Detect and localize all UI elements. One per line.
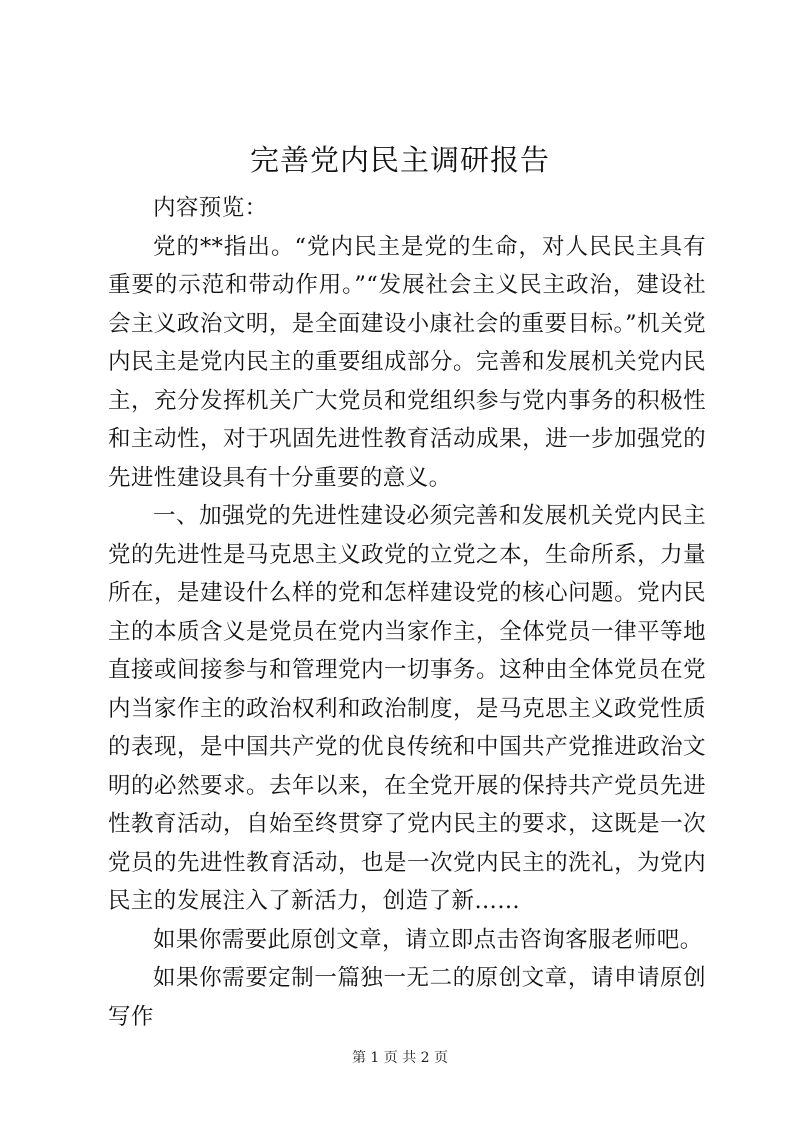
paragraph-preview-label: 内容预览： — [153, 195, 268, 221]
paragraph-consult-cta: 如果你需要此原创文章，请立即点击咨询客服老师吧。 — [153, 926, 703, 953]
paragraph-intro: 党的**指出。“党内民主是党的生命，对人民民主具有重要的示范和带动作用。”“发展社会主义民主政治，建设社会主义政治文明，是全面建设小康社会的重要目标。”机关党内民主是党内民主的重要组成部分。完善和发展机关党内民主，充分发挥机关广大党员和党组织参与党内事务的积极性和主动性，对于巩固先进性教育活动成果，进一步加强党的先进性建设具有十分重要的意义。 — [108, 233, 706, 491]
paragraph-custom-cta: 如果你需要定制一篇独一无二的原创文章，请申请原创写作 — [108, 965, 706, 1030]
page-number-footer: 第 1 页 共 2 页 — [351, 1050, 449, 1066]
paragraph-section-one: 一、加强党的先进性建设必须完善和发展机关党内民主党的先进性是马克思主义政党的立党之本，生命所系，力量所在，是建设什么样的党和怎样建设党的核心问题。党内民主的本质含义是党员在党内当家作主，全体党员一律平等地直接或间接参与和管理党内一切事务。这种由全体党员在党内当家作主的政治权利和政治制度，是马克思主义政党性质的表现，是中国共产党的优良传统和中国共产党推进政治文明的必然要求。去年以来，在全党开展的保持共产党员先进性教育活动，自始至终贯穿了党内民主的要求，这既是一次党员的先进性教育活动，也是一次党内民主的洗礼，为党内民主的发展注入了新活力，创造了新…… — [108, 503, 706, 914]
document-title: 完善党内民主调研报告 — [249, 143, 550, 177]
document-body — [108, 189, 706, 1036]
